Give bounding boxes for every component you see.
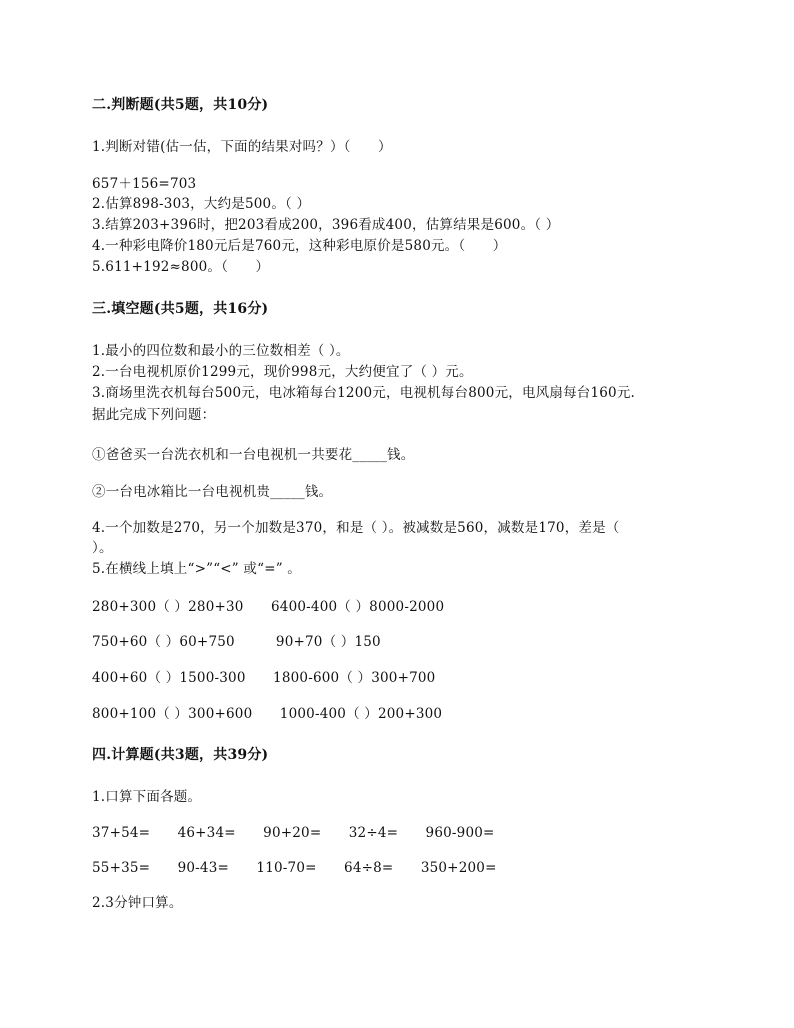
calc-row-1: 37+54= 46+34= 90+20= 32÷4= 960-900=: [92, 825, 495, 841]
fill-question-3-line-1: 3.商场里洗衣机每台500元，电冰箱每台1200元，电视机每台800元，电风扇每台160元.: [92, 385, 636, 401]
compare-row-3: 400+60（ ）1500-300 1800-600（ ）300+700: [92, 670, 436, 686]
calc-row-2: 55+35= 90-43= 110-70= 64÷8= 350+200=: [92, 860, 497, 876]
fill-question-5: 5.在横线上填上“>”“<” 或“=” 。: [92, 561, 302, 577]
fill-question-2: 2.一台电视机原价1299元，现价998元，大约便宜了（ ）元。: [92, 364, 473, 380]
compare-row-1: 280+300（ ）280+30 6400-400（ ）8000-2000: [92, 599, 445, 615]
judge-question-4: 4.一种彩电降价180元后是760元，这种彩电原价是580元。（ ）: [92, 238, 507, 254]
judge-question-3: 3.结算203+396时，把203看成200，396看成400，估算结果是600。（ ）: [92, 217, 560, 233]
fill-question-4-line-1: 4.一个加数是270，另一个加数是370，和是（ ）。被减数是560，减数是170，差是（: [92, 520, 620, 536]
judge-question-1: 1.判断对错(估一估，下面的结果对吗？）（ ）: [92, 139, 392, 155]
section-2-heading: 二.判断题(共5题，共10分): [92, 97, 269, 113]
fill-question-3-sub-1: ①爸爸买一台洗衣机和一台电视机一共要花_____钱。: [92, 447, 415, 463]
section-4-heading: 四.计算题(共3题，共39分): [92, 747, 269, 763]
judge-question-2: 2.估算898-303，大约是500。（ ）: [92, 196, 311, 212]
calc-question-2: 2.3分钟口算。: [92, 895, 183, 911]
judge-question-5: 5.611+192≈800。（ ）: [92, 259, 270, 275]
fill-question-3-line-2: 据此完成下列问题：: [92, 407, 216, 423]
fill-question-1: 1.最小的四位数和最小的三位数相差（ ）。: [92, 343, 350, 359]
compare-row-2: 750+60（ ）60+750 90+70（ ）150: [92, 634, 381, 650]
calc-question-1: 1.口算下面各题。: [92, 789, 202, 805]
fill-question-3-sub-2: ②一台电冰箱比一台电视机贵_____钱。: [92, 484, 333, 500]
judge-question-1-expression: 657＋156=703: [92, 176, 197, 192]
compare-row-4: 800+100（ ）300+600 1000-400（ ）200+300: [92, 706, 443, 722]
fill-question-4-line-2: ）。: [92, 540, 113, 556]
section-3-heading: 三.填空题(共5题，共16分): [92, 301, 269, 317]
